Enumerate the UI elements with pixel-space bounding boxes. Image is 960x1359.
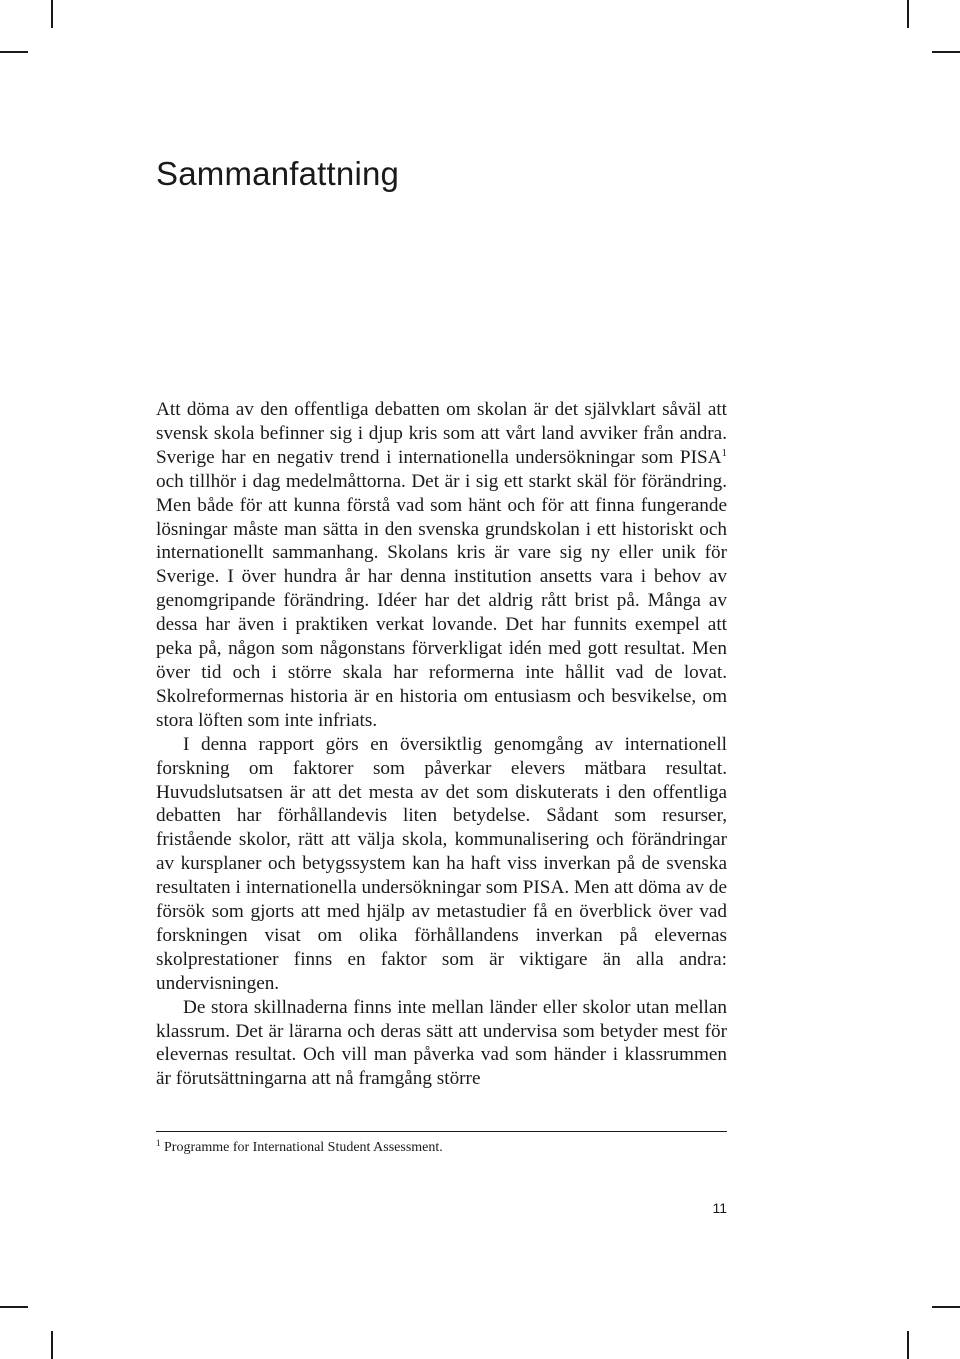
crop-mark-top-left [0,51,28,53]
page-title: Sammanfattning [156,155,400,192]
crop-mark-bottom-right [932,1306,960,1308]
page-number: 11 [712,1200,727,1216]
paragraph-1 [156,398,727,733]
crop-mark-top-left [51,0,53,28]
paragraph-1-text-end: och tillhör i dag medelmåttorna. Det är i sig ett starkt skäl för förändring. Men både för att kunna förstå vad som hänt och för att finna fungerande lösningar måste man sätta in den svenska grundskolan i ett historiskt och internationellt sammanhang. Skolans kris är vare sig ny eller unik för Sverige. I över hundra år har denna institution ansetts vara i behov av genomgripande förändring. Idéer har det aldrig rått brist på. Många av dessa har även i praktiken verkat lovande. Det har funnits exempel att peka på, någon som någonstans förverkligat idén med gott resultat. Men över tid och i större skala har reformerna inte hållit vad de lovat. Skolreformernas historia är en historia om entusiasm och besvikelse, om stora löften som inte infriats. [156,470,727,731]
body-text [156,398,727,1091]
paragraph-3: De stora skillnaderna finns inte mellan länder eller skolor utan mellan klassrum. Det är lärarna och deras sätt att undervisa som betyder mest för elevernas resultat. Och vill man påverka vad som händer i klassrummen är förutsättningarna att nå framgång större [156,996,727,1090]
crop-mark-bottom-right [907,1331,909,1359]
crop-mark-bottom-left [51,1331,53,1359]
crop-mark-top-right [907,0,909,28]
paragraph-1-text-start: Att döma av den offentliga debatten om skolan är det självklart såväl att svensk skola befinner sig i djup kris som att vårt land avviker från andra. Sverige har en negativ trend i internationella undersökningar som PISA [156,399,727,468]
footnote [156,1139,727,1157]
footnote-divider [156,1131,727,1132]
footnote-text: Programme for International Student Assessment. [160,1140,443,1155]
paragraph-2: I denna rapport görs en översiktlig genomgång av internationell forskning om faktorer som påverkar elevers mätbara resultat. Huvudslutsatsen är att det mesta av det som diskuterats i den offentliga debatten har förhållandevis liten betydelse. Sådant som resurser, fristående skolor, rätt att välja skola, kommunalisering och förändringar av kursplaner och betygssystem kan ha haft viss inverkan på de svenska resultaten i internationella undersökningar som PISA. Men att döma av de försök som gjorts att med hjälp av metastudier få en överblick över vad forskningen visat om olika förhållandens inverkan på elevernas skolprestationer finns en faktor som är viktigare än alla andra: undervisningen. [156,733,727,994]
crop-mark-bottom-left [0,1306,28,1308]
footnote-reference[interactable]: 1 [721,446,727,459]
crop-mark-top-right [932,51,960,53]
footnote-number: 1 [156,1138,161,1148]
